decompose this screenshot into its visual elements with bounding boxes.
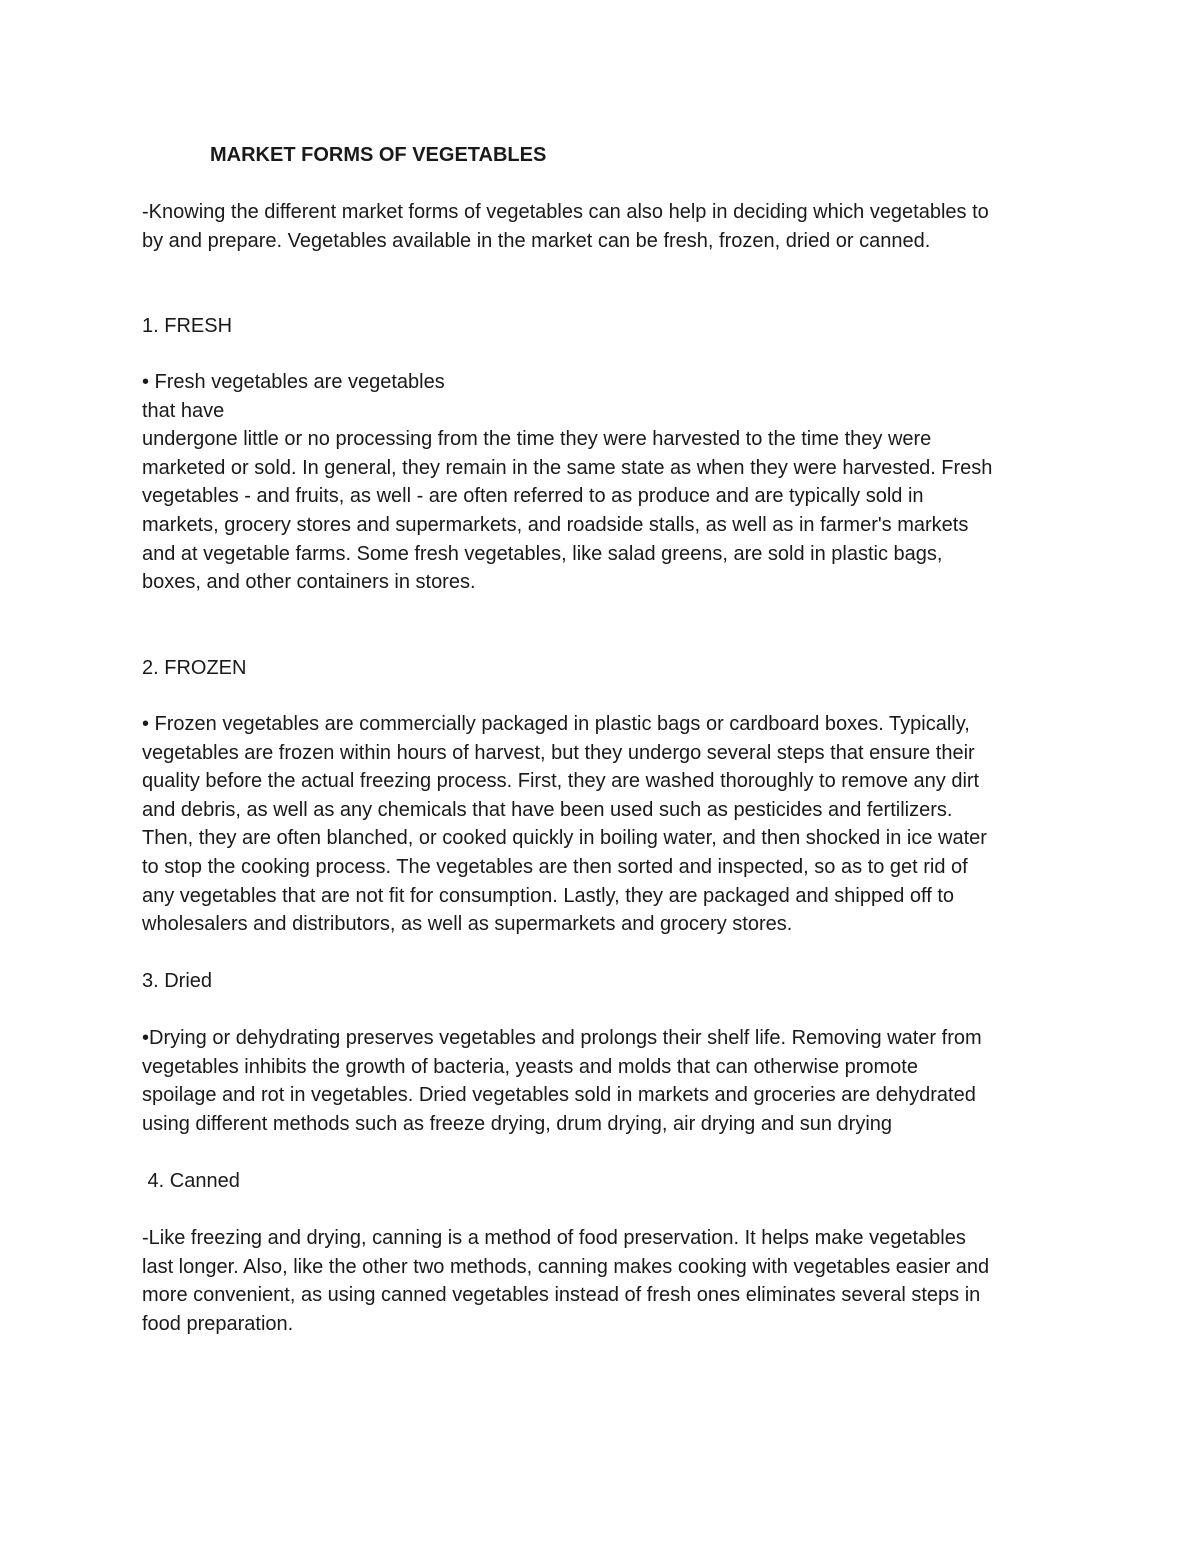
section-paragraph-canned [142,1224,1072,1338]
paragraph-line: using different methods such as freeze drying, drum drying, air drying and sun drying [142,1112,893,1135]
section-heading-dried: 3. Dried [142,970,213,992]
paragraph-line: that have [142,399,225,422]
section-heading-fresh: 1. FRESH [142,315,233,337]
document-title: MARKET FORMS OF VEGETABLES [210,144,547,166]
paragraph-line: • Frozen vegetables are commercially packaged in plastic bags or cardboard boxes. Typically, [142,713,970,735]
intro-line: -Knowing the different market forms of vegetables can also help in deciding which vegetables to [142,201,989,223]
paragraph-line: boxes, and other containers in stores. [142,571,476,594]
section-paragraph-fresh [142,368,1072,597]
paragraph-line: vegetables are frozen within hours of harvest, but they undergo several steps that ensure their [142,741,975,764]
paragraph-line: • Fresh vegetables are vegetables [142,371,445,393]
paragraph-line: food preparation. [142,1312,294,1335]
paragraph-line: vegetables - and fruits, as well - are often referred to as produce and are typically sold in [142,485,924,508]
section-paragraph-dried [142,1024,1072,1138]
paragraph-line: Then, they are often blanched, or cooked quickly in boiling water, and then shocked in ice water [142,827,987,850]
paragraph-line: marketed or sold. In general, they remain in the same state as when they were harvested. Fresh [142,456,993,479]
paragraph-line: quality before the actual freezing process. First, they are washed thoroughly to remove any dirt [142,770,980,793]
paragraph-line: spoilage and rot in vegetables. Dried vegetables sold in markets and groceries are dehydrated [142,1084,976,1107]
section-paragraph-frozen [142,710,1072,939]
paragraph-line: -Like freezing and drying, canning is a method of food preservation. It helps make vegetables [142,1227,966,1249]
section-heading-frozen: 2. FROZEN [142,657,247,679]
paragraph-line: vegetables inhibits the growth of bacteria, yeasts and molds that can otherwise promote [142,1055,918,1078]
paragraph-line: more convenient, as using canned vegetables instead of fresh ones eliminates several steps in [142,1284,981,1307]
section-heading-canned: 4. Canned [142,1170,240,1192]
paragraph-line: last longer. Also, like the other two methods, canning makes cooking with vegetables easier and [142,1255,990,1278]
paragraph-line: any vegetables that are not fit for consumption. Lastly, they are packaged and shipped off to [142,884,955,907]
paragraph-line: •Drying or dehydrating preserves vegetables and prolongs their shelf life. Removing water from [142,1027,982,1049]
paragraph-line: and at vegetable farms. Some fresh vegetables, like salad greens, are sold in plastic bags, [142,542,943,565]
paragraph-line: and debris, as well as any chemicals that have been used such as pesticides and fertilizers. [142,798,953,821]
intro-line: by and prepare. Vegetables available in the market can be fresh, frozen, dried or canned. [142,229,931,252]
paragraph-line: undergone little or no processing from the time they were harvested to the time they were [142,428,932,451]
paragraph-line: markets, grocery stores and supermarkets, and roadside stalls, as well as in farmer's markets [142,513,969,536]
intro-paragraph [142,198,1072,255]
paragraph-line: wholesalers and distributors, as well as supermarkets and grocery stores. [142,913,793,936]
paragraph-line: to stop the cooking process. The vegetables are then sorted and inspected, so as to get rid of [142,855,968,878]
